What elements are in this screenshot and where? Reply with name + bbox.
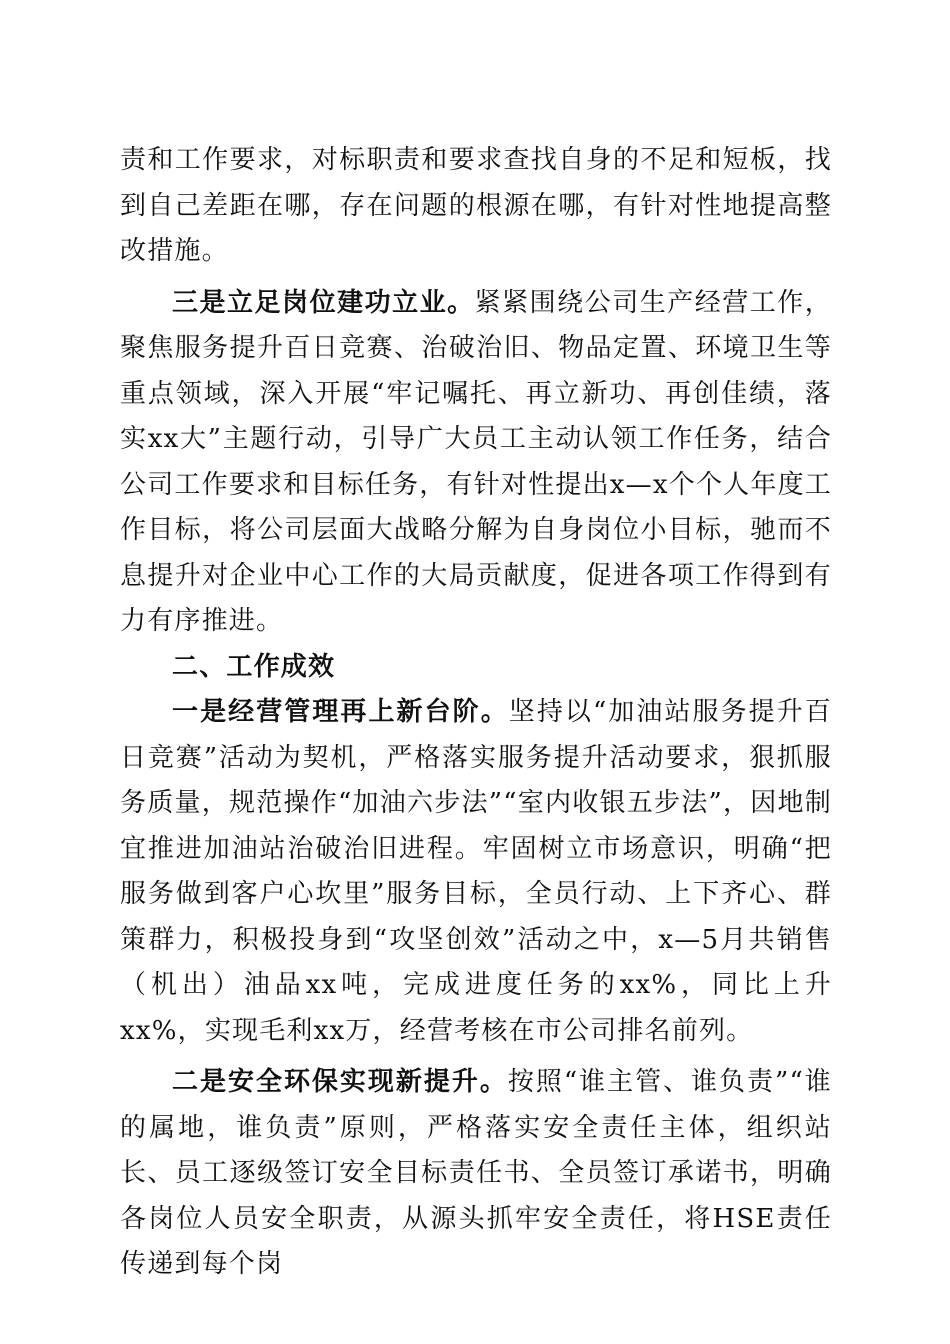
paragraph-safety-environment [120, 1060, 832, 1288]
paragraph-establish-merit [120, 281, 832, 645]
paragraph-text: 按照“谁主管、谁负责”“谁的属地，谁负责”原则，严格落实安全责任主体，组织站长、员工逐级签订安全目标责任书、全员签订承诺书，明确各岗位人员安全职责，从源头抓牢安全责任，将HSE责任传递到每个岗 [120, 1067, 832, 1279]
paragraph-continuation [120, 138, 832, 275]
section-heading: 二、工作成效 [172, 651, 336, 682]
paragraph-lead: 三是立足岗位建功立业。 [172, 287, 475, 318]
document-body [120, 138, 832, 1288]
paragraph-text: 坚持以“加油站服务提升百日竞赛”活动为契机，严格落实服务提升活动要求，狠抓服务质量，规范操作“加油六步法”“室内收银五步法”，因地制宜推进加油站治破治旧进程。牢固树立市场意识，明确“把服务做到客户心坎里”服务目标，全员行动、上下齐心、群策群力，积极投身到“攻坚创效”活动之中，x—5月共销售（机出）油品xx吨，完成进度任务的xx%，同比上升xx%，实现毛利xx万，经营考核在市公司排名前列。 [120, 697, 832, 1046]
paragraph-lead: 一是经营管理再上新台阶。 [172, 697, 509, 727]
paragraph-text: 责和工作要求，对标职责和要求查找自身的不足和短板，找到自己差距在哪，存在问题的根源在哪，有针对性地提高整改措施。 [120, 145, 832, 266]
paragraph-business-management [120, 690, 832, 1054]
paragraph-lead: 二是安全环保实现新提升。 [172, 1067, 508, 1097]
paragraph-text: 紧紧围绕公司生产经营工作，聚焦服务提升百日竞赛、治破治旧、物品定置、环境卫生等重点领域，深入开展“牢记嘱托、再立新功、再创佳绩，落实xx大”主题行动，引导广大员工主动认领工作任务，结合公司工作要求和目标任务，有针对性提出x—x个个人年度工作目标，将公司层面大战略分解为自身岗位小目标，驰而不息提升对企业中心工作的大局贡献度，促进各项工作得到有力有序推进。 [120, 287, 832, 636]
